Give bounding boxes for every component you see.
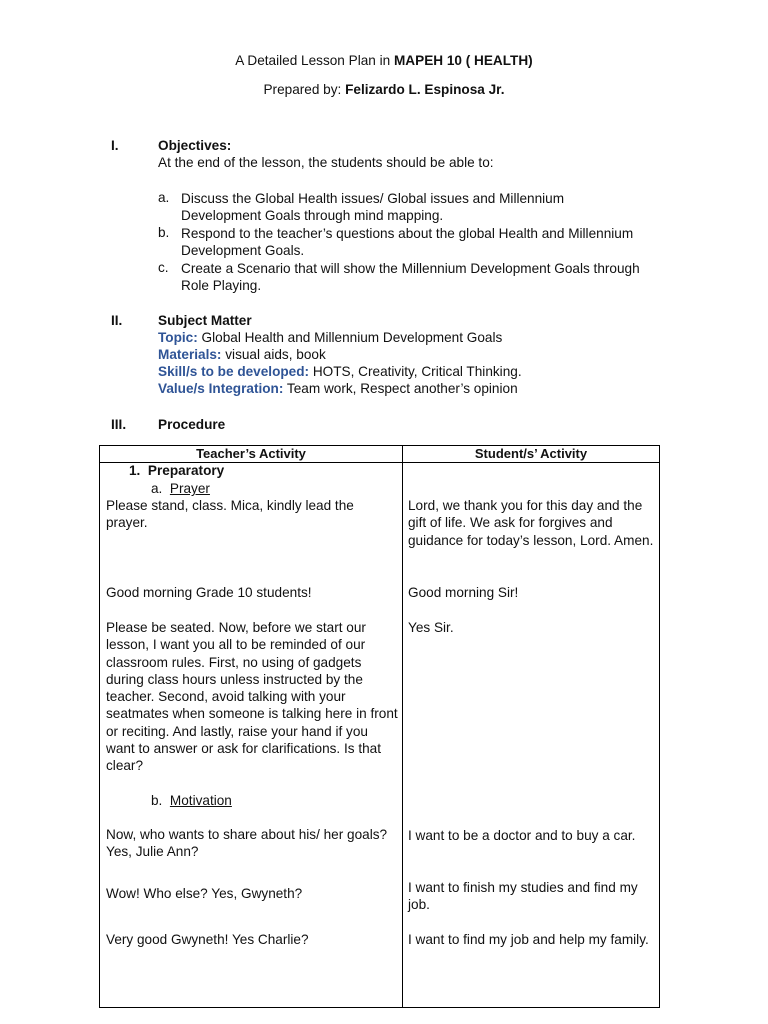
student-line: Lord, we thank you for this day and the gift of life. We ask for forgives and guidance for today’s lesson, Lord. Amen. [408, 498, 654, 548]
sub-label: a. [151, 481, 163, 496]
step-title: Preparatory [147, 463, 225, 478]
student-line: I want to be a doctor and to buy a car. [408, 828, 636, 843]
values-value: Team work, Respect another’s opinion [283, 381, 518, 396]
topic-value: Global Health and Millennium Development Goals [197, 330, 503, 345]
sub-title: Prayer [169, 481, 210, 496]
student-line: I want to find my job and help my family. [408, 932, 649, 947]
sub-title: Motivation [169, 793, 232, 808]
objective-label: a. [158, 190, 170, 205]
document-title [0, 53, 768, 68]
objectives-numeral: I. [111, 138, 119, 153]
skills-value: HOTS, Creativity, Critical Thinking. [309, 364, 522, 379]
step-number: 1. [129, 463, 141, 478]
teacher-activity-header: Teacher’s Activity [196, 446, 306, 461]
objective-text: Respond to the teacher’s questions about the global Health and Millennium Development Goals. [181, 226, 634, 259]
student-line: Yes Sir. [408, 620, 454, 635]
materials-value: visual aids, book [221, 347, 326, 362]
objective-label: b. [158, 225, 170, 240]
sub-prayer [151, 480, 210, 497]
teacher-line: Very good Gwyneth! Yes Charlie? [106, 932, 309, 947]
teacher-line: Please be seated. Now, before we start our lesson, I want you all to be reminded of our classroom rules. First, no using of gadgets during class hours unless instructed by the teacher. Second, avoid talking with your seatmates when someone is talking here in front or reciting. And lastly, raise your hand if you want to answer or ask for clarifications. Is that clear? [106, 620, 398, 774]
objective-text: Create a Scenario that will show the Millennium Development Goals through Role Playing. [181, 261, 640, 294]
procedure-table [99, 445, 660, 1008]
materials-line [158, 347, 326, 362]
procedure-title: Procedure [158, 417, 226, 432]
objective-text: Discuss the Global Health issues/ Global issues and Millennium Development Goals through mind mapping. [181, 191, 565, 224]
skills-label: Skill/s to be developed: [158, 364, 310, 379]
preparer-name: Felizardo L. Espinosa Jr. [345, 82, 505, 97]
objective-label: c. [158, 260, 169, 275]
student-line: I want to finish my studies and find my job. [408, 880, 638, 913]
step-preparatory [129, 462, 224, 479]
teacher-line: Please stand, class. Mica, kindly lead the prayer. [106, 498, 354, 531]
prepared-by [0, 82, 768, 97]
values-line [158, 381, 518, 396]
procedure-numeral: III. [111, 417, 127, 432]
title-subject: MAPEH 10 ( HEALTH) [393, 53, 533, 68]
materials-label: Materials: [158, 347, 222, 362]
teacher-line: Wow! Who else? Yes, Gwyneth? [106, 886, 303, 901]
column-divider [402, 446, 403, 1007]
objectives-intro: At the end of the lesson, the students should be able to: [158, 155, 494, 170]
objectives-title: Objectives: [158, 138, 232, 153]
sub-label: b. [151, 793, 163, 808]
teacher-line: Good morning Grade 10 students! [106, 585, 312, 600]
prepared-prefix: Prepared by: [263, 82, 346, 97]
subject-matter-title: Subject Matter [158, 313, 252, 328]
sub-motivation [151, 792, 232, 809]
topic-line [158, 330, 502, 345]
topic-label: Topic: [158, 330, 198, 345]
skills-line [158, 364, 522, 379]
student-activity-header: Student/s’ Activity [474, 446, 588, 461]
teacher-line: Now, who wants to share about his/ her goals? Yes, Julie Ann? [106, 827, 388, 860]
title-prefix: A Detailed Lesson Plan in [235, 53, 394, 68]
subject-matter-numeral: II. [111, 313, 123, 328]
values-label: Value/s Integration: [158, 381, 284, 396]
student-line: Good morning Sir! [408, 585, 519, 600]
